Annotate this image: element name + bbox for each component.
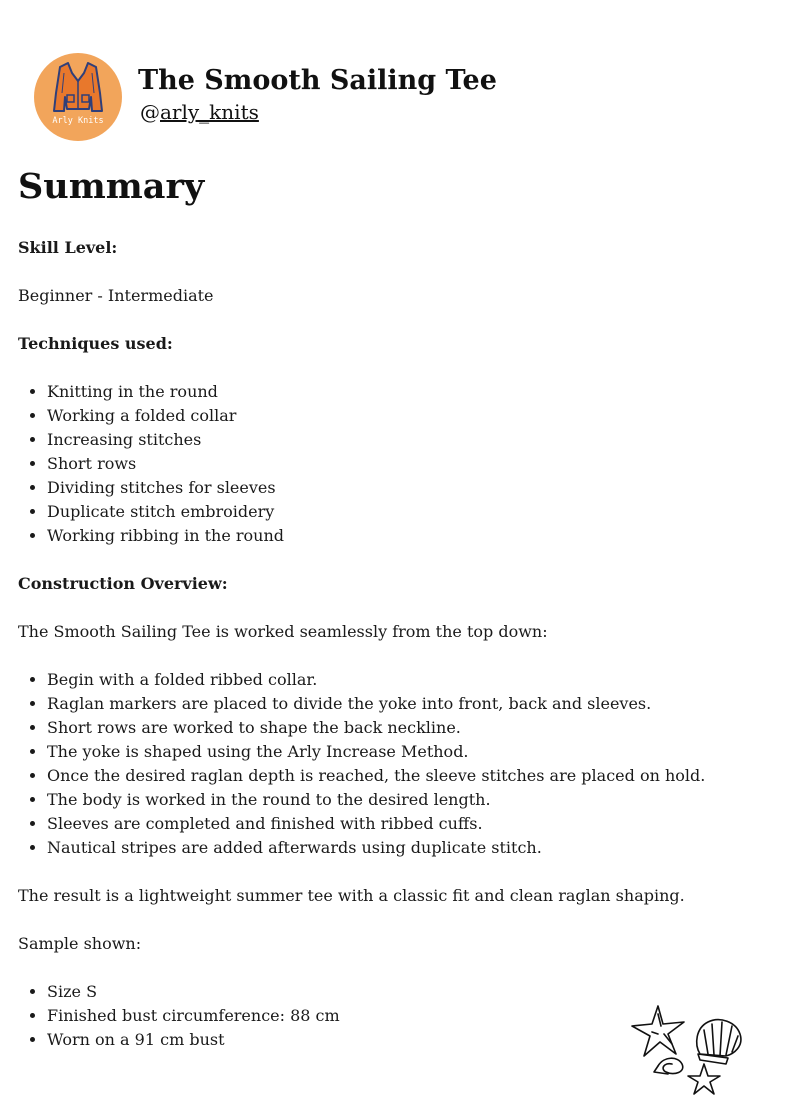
handle-link[interactable]: arly_knits [160, 100, 259, 124]
list-item: • Begin with a folded ribbed collar. [47, 668, 778, 692]
list-item: • Sleeves are completed and finished with ribbed cuffs. [47, 812, 778, 836]
list-item: • The yoke is shaped using the Arly Increase Method. [47, 740, 778, 764]
list-item: • Size S [47, 980, 778, 1004]
construction-label: Construction Overview: [18, 574, 228, 593]
sample-label: Sample shown: [18, 934, 142, 953]
list-item: • Once the desired raglan depth is reached, the sleeve stitches are placed on hold. [47, 764, 778, 788]
seashells-icon [628, 1000, 746, 1096]
construction-result: The result is a lightweight summer tee with a classic fit and clean raglan shaping. [18, 886, 685, 905]
logo-text: Arly Knits [52, 116, 104, 126]
list-item: • Short rows are worked to shape the back neckline. [47, 716, 778, 740]
construction-list [18, 668, 778, 860]
summary-content [18, 236, 778, 1052]
list-item: • Knitting in the round [47, 380, 778, 404]
list-item: • The body is worked in the round to the desired length. [47, 788, 778, 812]
list-item: • Dividing stitches for sleeves [47, 476, 778, 500]
skill-level-value: Beginner - Intermediate [18, 286, 214, 305]
list-item: • Duplicate stitch embroidery [47, 500, 778, 524]
list-item: • Increasing stitches [47, 428, 778, 452]
pattern-title: The Smooth Sailing Tee [138, 65, 497, 96]
techniques-label: Techniques used: [18, 334, 173, 353]
list-item: • Working ribbing in the round [47, 524, 778, 548]
summary-heading: Summary [18, 166, 205, 207]
handle-prefix: @ [140, 100, 160, 124]
list-item: • Working a folded collar [47, 404, 778, 428]
list-item: • Nautical stripes are added afterwards using duplicate stitch. [47, 836, 778, 860]
list-item: • Short rows [47, 452, 778, 476]
construction-intro: The Smooth Sailing Tee is worked seamlessly from the top down: [18, 622, 548, 641]
techniques-list [18, 380, 778, 548]
designer-handle [140, 100, 259, 124]
arly-knits-logo-icon [34, 53, 122, 141]
list-item: • Raglan markers are placed to divide the yoke into front, back and sleeves. [47, 692, 778, 716]
list-item: • Worn on a 91 cm bust [47, 1028, 778, 1052]
skill-level-label: Skill Level: [18, 238, 118, 257]
list-item: • Finished bust circumference: 88 cm [47, 1004, 778, 1028]
